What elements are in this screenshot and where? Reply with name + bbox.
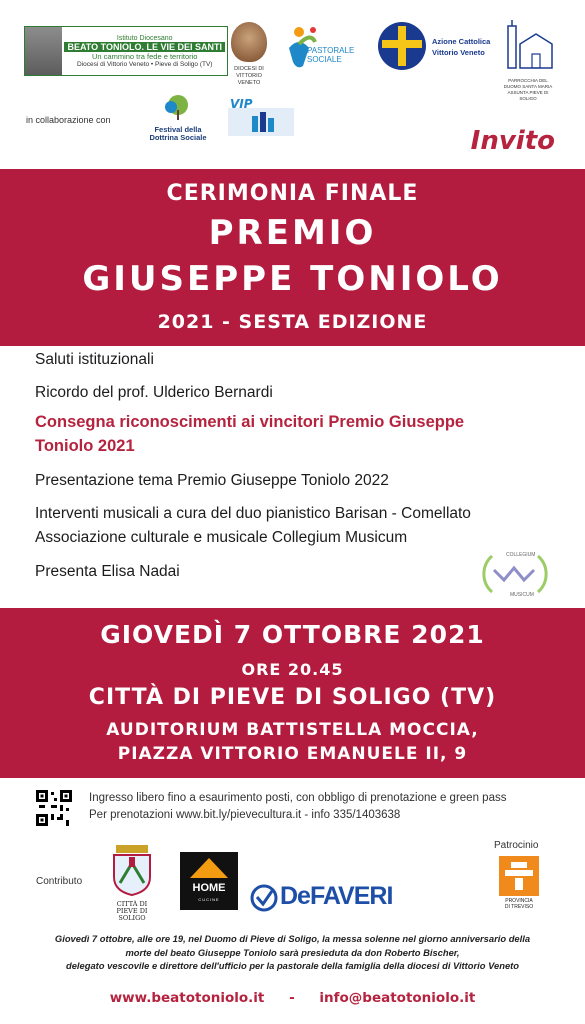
collegium-label-1: COLLEGIUM: [506, 552, 536, 558]
footer-separator: -: [289, 990, 295, 1006]
provincia-caption-2: DI TREVISO: [504, 904, 534, 910]
festival-caption-1: Festival della: [154, 125, 202, 134]
citta-caption-1: CITTÀ DI: [116, 900, 148, 908]
beato-logo-line3: Un cammino tra fede e territorio: [92, 51, 198, 61]
defaveri-logo: [250, 882, 400, 912]
booking-info: [89, 790, 506, 824]
defaveri-check-icon: [250, 884, 278, 912]
program-item-highlight: Consegna riconoscimenti ai vincitori Premio Giuseppe: [35, 413, 465, 431]
toniolo-portrait: [25, 27, 62, 75]
provincia-emblem-icon: [499, 856, 539, 896]
festival-dottrina-sociale-logo: [146, 94, 210, 140]
vip-icon: [228, 96, 294, 136]
citta-caption-2: PIEVE DI SOLIGO: [116, 907, 148, 922]
event-time: ORE 20.45: [241, 660, 344, 679]
home-sub: CUCINE: [198, 897, 220, 902]
parrocchia-logo: [500, 20, 556, 101]
beato-logo-line1: Istituto Diocesano: [116, 34, 173, 42]
collegium-musicum-logo: [482, 548, 548, 600]
contributo-label: Contributo: [36, 876, 83, 887]
collaboration-label: in collaborazione con: [26, 115, 111, 125]
coat-of-arms-icon: [102, 843, 162, 897]
home-cucine-logo: [180, 852, 238, 910]
footer-contacts: [0, 990, 585, 1006]
title-line4: 2021 - SESTA EDIZIONE: [157, 311, 428, 333]
mass-note-line2: morte del beato Giuseppe Toniolo sarà presieduta da don Roberto Bischer,: [125, 946, 460, 958]
azione-cattolica-logo: [378, 22, 491, 72]
festival-caption-2: Dottrina Sociale: [149, 133, 207, 142]
azione-cattolica-icon: [378, 22, 426, 70]
mass-note-line1: Giovedì 7 ottobre, alle ore 19, nel Duomo di Pieve di Soligo, la messa solenne nel giorno anniversario della: [54, 933, 531, 944]
ac-caption-1: Azione Cattolica: [432, 37, 491, 46]
diocesi-seal-icon: [231, 22, 267, 62]
defaveri-wordmark: DeFAVERI: [280, 882, 393, 910]
home-word: HOME: [192, 882, 226, 894]
email-link[interactable]: info@beatotoniolo.it: [319, 990, 476, 1006]
provincia-treviso-logo: [499, 856, 539, 912]
program-item: Interventi musicali a cura del duo pianistico Barisan - Comellato: [35, 505, 471, 522]
event-date: GIOVEDÌ 7 OTTOBRE 2021: [100, 620, 485, 649]
collegium-label-2: MUSICUM: [510, 592, 534, 598]
header-logos: [0, 0, 585, 140]
event-venue-line2: PIAZZA VITTORIO EMANUELE II, 9: [117, 744, 468, 764]
diocesi-logo: [226, 22, 272, 92]
qr-code-icon[interactable]: [36, 790, 72, 826]
provincia-caption-1: PROVINCIA: [505, 898, 533, 904]
event-venue-line1: AUDITORIUM BATTISTELLA MOCCIA,: [106, 720, 479, 740]
program-item: Associazione culturale e musicale Collegium Musicum: [35, 529, 408, 546]
title-line3: GIUSEPPE TONIOLO: [82, 259, 503, 299]
parrocchia-caption: PARROCCHIA DEL DUOMO SANTA MARIA ASSUNTA PIEVE DI SOLIGO: [503, 78, 553, 101]
ac-caption-2: Vittorio Veneto: [432, 48, 485, 57]
tree-icon: [158, 94, 198, 120]
title-line2: PREMIO: [208, 213, 377, 253]
event-city: CITTÀ DI PIEVE DI SOLIGO (TV): [88, 685, 497, 710]
program-item-highlight: Toniolo 2021: [35, 437, 135, 455]
beato-logo-line4: Diocesi di Vittorio Veneto • Pieve di Soligo (TV): [76, 60, 213, 68]
website-link[interactable]: www.beatotoniolo.it: [109, 990, 265, 1006]
mass-note-line3: delegato vescovile e direttore dell'ufficio per la pastorale della famiglia della diocesi di Vittorio Veneto: [65, 960, 520, 971]
title-banner: [0, 169, 585, 346]
collegium-wave-icon: [482, 548, 548, 600]
mass-note: [0, 932, 585, 973]
house-roof-icon: [180, 852, 238, 882]
vip-label: VIP: [230, 97, 253, 111]
citta-pieve-di-soligo-logo: [102, 843, 162, 922]
program-item: Presentazione tema Premio Giuseppe Toniolo 2022: [35, 472, 389, 489]
title-line1: CERIMONIA FINALE: [166, 181, 419, 206]
pastorale-sociale-logo: [285, 22, 357, 78]
vip-logo: [228, 96, 294, 136]
patrocinio-label: Patrocinio: [494, 840, 539, 851]
beato-toniolo-logo: [24, 26, 228, 76]
invito-heading: Invito: [470, 126, 555, 156]
program-item: Saluti istituzionali: [35, 351, 154, 368]
event-banner: [0, 608, 585, 778]
program-item: Presenta Elisa Nadai: [35, 563, 180, 580]
booking-info-line2: Per prenotazioni www.bit.ly/pievecultura.it - info 335/1403638: [89, 809, 401, 821]
beato-logo-line2: BEATO TONIOLO. LE VIE DEI SANTI: [64, 42, 225, 52]
diocesi-caption: DIOCESI DI VITTORIO VENETO: [234, 66, 264, 86]
church-icon: [500, 20, 556, 72]
program-item: Ricordo del prof. Ulderico Bernardi: [35, 384, 273, 401]
booking-info-line1: Ingresso libero fino a esaurimento posti, con obbligo di prenotazione e green pass: [89, 792, 507, 804]
pastorale-caption: PASTORALE SOCIALE: [307, 46, 355, 64]
